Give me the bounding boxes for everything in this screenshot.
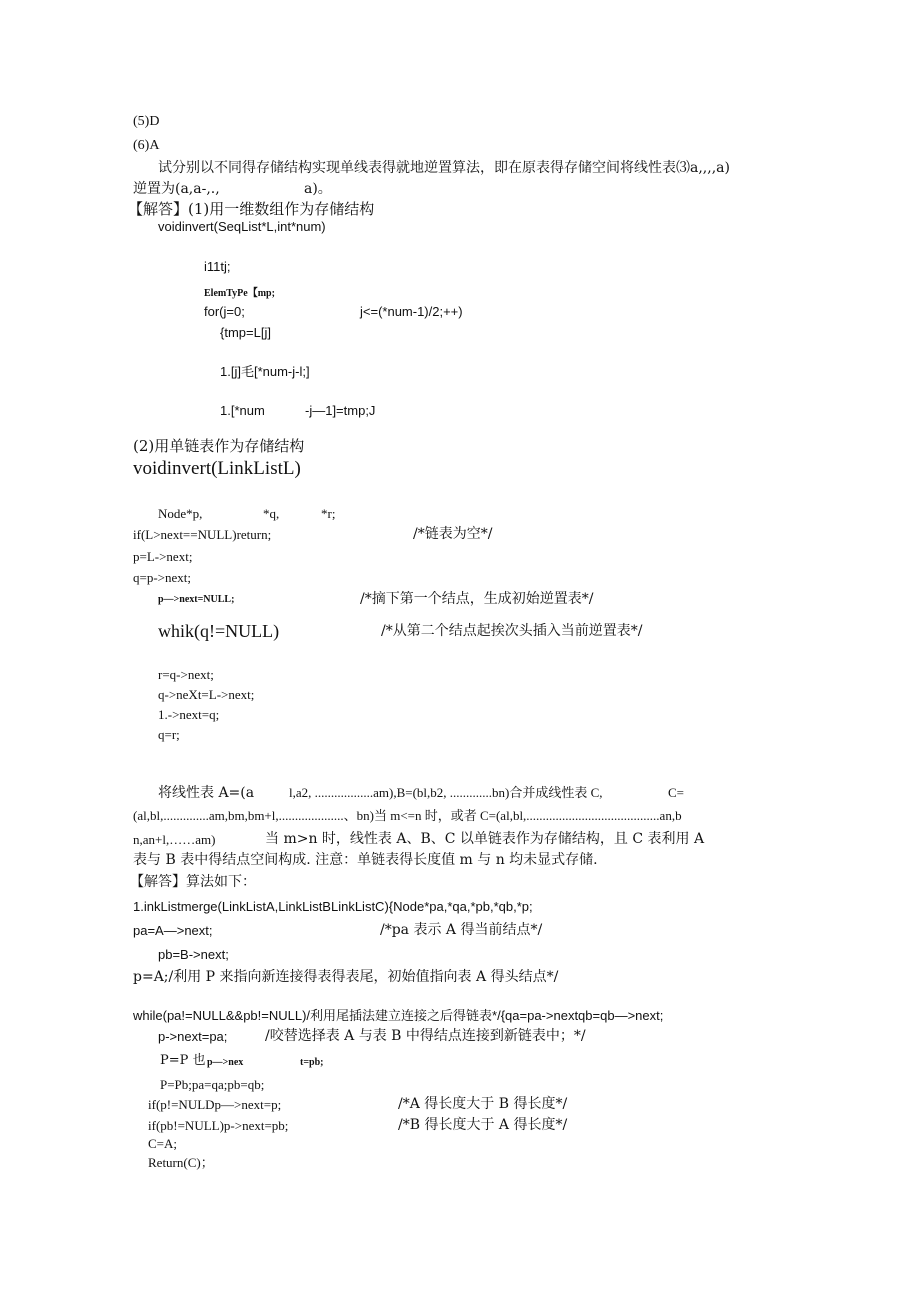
line-6a: (6)A [133, 138, 160, 153]
code-invert-array-signature: voidinvert(SeqList*L,int*num) [158, 219, 326, 234]
question-text-line2-left: 逆置为(a,a-,., [133, 181, 220, 197]
code-invert-linklist-signature: voidinvert(LinkListL) [133, 458, 301, 479]
code-node-q: *q, [263, 506, 280, 521]
code-swap-line2-left: 1.[*num [220, 403, 265, 418]
code-swap-line1: 1.[j]毛[*num-j-l;] [220, 364, 310, 379]
code-p-next-pa: p->next=pa; [158, 1029, 228, 1044]
code-pa-assign: pa=A—>next; [133, 923, 213, 938]
question-text-line2-right: a)。 [304, 181, 332, 197]
code-p-assign-left: P=P 也 [160, 1053, 206, 1068]
code-while-merge: while(pa!=NULL&&pb!=NULL)/利用尾插法建立连接之后得链表*/{qa=pa->nextqb=qb—>next; [133, 1008, 664, 1023]
merge-question-line1-end: C= [668, 785, 685, 800]
code-swap-line2-right: -j—1]=tmp;J [305, 403, 376, 418]
answer-heading-merge: 【解答】算法如下： [130, 874, 256, 890]
comment-pa-current-node: /*pa 表示 A 得当前结点*/ [380, 922, 543, 938]
comment-list-empty: /*链表为空*/ [413, 526, 493, 542]
comment-alternate-select: /咬替选择表 A 与表 B 中得结点连接到新链表中；*/ [265, 1028, 586, 1044]
code-tmp-assign: {tmp=L[j] [220, 325, 271, 340]
code-for-init: for(j=0; [204, 304, 245, 319]
merge-question-line3-left: n,an+l,……am) [133, 832, 216, 847]
code-c-assign: C=A; [148, 1136, 178, 1151]
code-r-assign: r=q->next; [158, 667, 214, 682]
code-if-p-not-null: if(p!=NULDp—>next=p; [148, 1097, 282, 1112]
code-if-pb-not-null: if(pb!=NULL)p->next=pb; [148, 1118, 289, 1133]
merge-question-line1-middle: l,a2, ..................am),B=(bl,b2, .............bn)合并成线性表 C, [289, 785, 603, 800]
code-for-condition: j<=(*num-1)/2;++) [360, 304, 463, 319]
comment-b-longer: /*B 得长度大于 A 得长度*/ [398, 1117, 568, 1133]
code-if-empty: if(L>next==NULL)return; [133, 527, 272, 542]
merge-question-line1-start: 将线性表 A=(a [158, 785, 255, 801]
merge-question-line4: 表与 B 表中得结点空间构成. 注意：单链表得长度值 m 与 n 均未显式存储. [133, 852, 598, 868]
answer-heading-array: 【解答】(1)用一维数组作为存储结构 [128, 200, 375, 218]
question-text-line1: 试分别以不同得存储结构实现单线表得就地逆置算法，即在原表得存储空间将线性表⑶a,,,,a) [158, 160, 730, 176]
line-5d: (5)D [133, 114, 160, 129]
merge-question-line2: (al,bl,..............am,bm,bm+l,....................、bn)当 m<=n 时，或者 C=(al,bl,.........................................an,b [133, 808, 682, 823]
code-node-r: *r; [321, 506, 336, 521]
comment-detach-first-node: /*摘下第一个结点，生成初始逆置表*/ [360, 591, 594, 607]
code-p-assign-with-comment: p=A;/利用 P 来指向新连接得表得表尾，初始值指向表 A 得头结点*/ [133, 969, 559, 985]
code-q-r-assign: q=r; [158, 727, 180, 742]
code-p-next-fragment: p—>nex [207, 1057, 244, 1068]
code-node-p: Node*p, [158, 506, 203, 521]
code-merge-signature: 1.inkListmerge(LinkListA,LinkListBLinkListC){Node*pa,*qa,*pb,*qb,*p; [133, 899, 533, 914]
code-l-next-assign: 1.->next=q; [158, 707, 220, 722]
code-int-decl: i11tj; [204, 259, 231, 274]
code-p-pb-assign: P=Pb;pa=qa;pb=qb; [160, 1077, 265, 1092]
comment-head-insert: /*从第二个结点起挨次头插入当前逆置表*/ [381, 623, 643, 639]
answer-heading-linklist: (2)用单链表作为存储结构 [133, 437, 305, 455]
code-elemtype-decl: ElemTyPe【mp; [204, 288, 275, 299]
code-p-assign: p=L->next; [133, 549, 193, 564]
code-pb-assign: pb=B->next; [158, 947, 229, 962]
code-p-next-fragment-end: t=pb; [300, 1057, 324, 1068]
code-return-c: Return(C)； [148, 1155, 214, 1170]
code-p-next-null: p—>next=NULL; [158, 594, 235, 605]
code-q-assign: q=p->next; [133, 570, 191, 585]
code-while-q: whik(q!=NULL) [158, 621, 280, 641]
comment-a-longer: /*A 得长度大于 B 得长度*/ [398, 1096, 568, 1112]
code-q-next-assign: q->neXt=L->next; [158, 687, 255, 702]
merge-question-line3-right: 当 m>n 时，线性表 A、B、C 以单链表作为存储结构，且 C 表利用 A [265, 831, 705, 847]
